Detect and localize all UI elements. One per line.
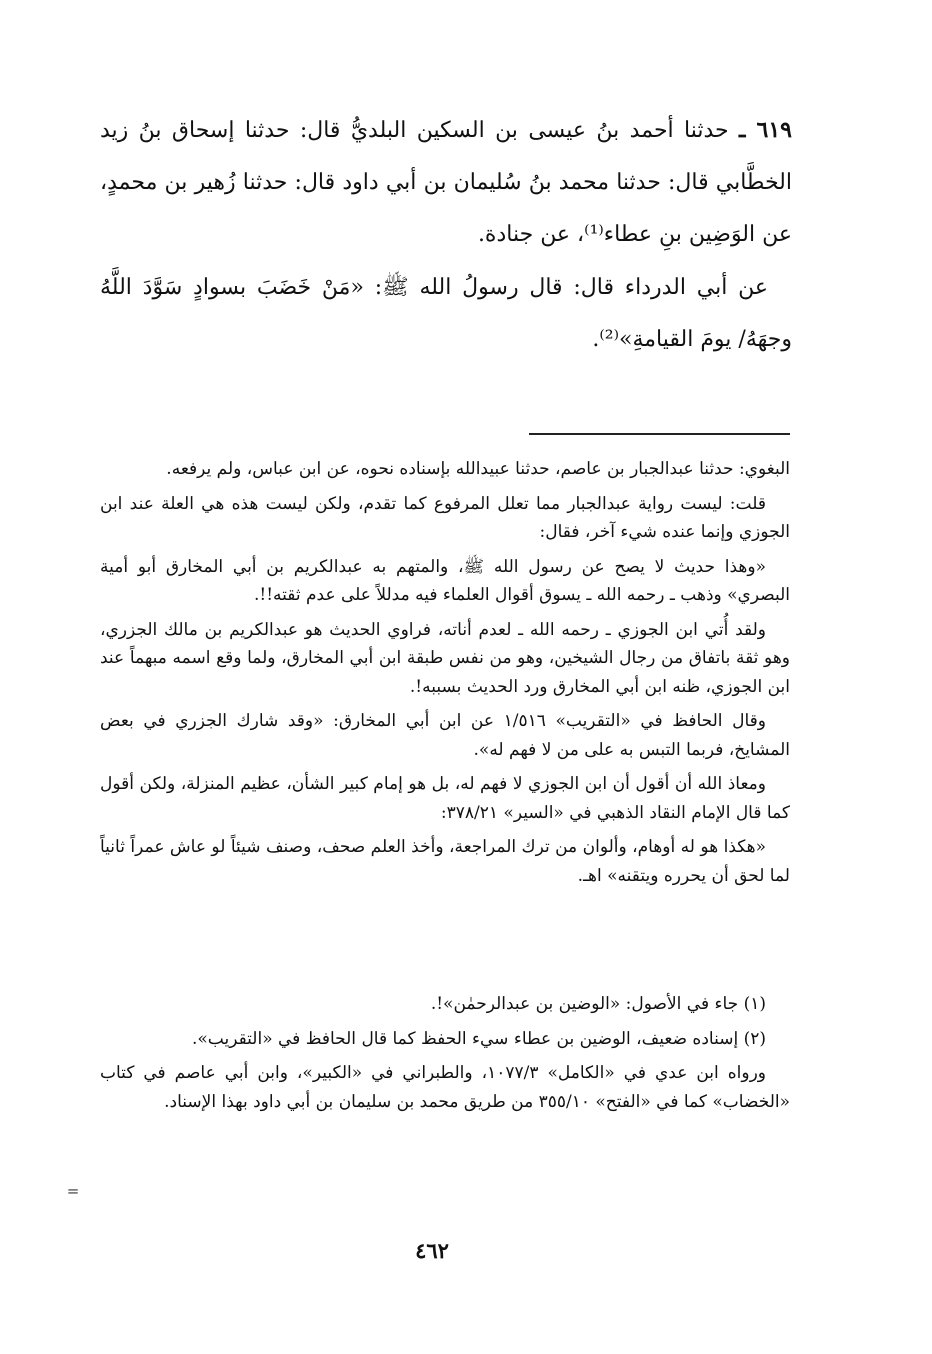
hadith-isnad-text: حدثنا أحمد بنُ عيسى بن السكين البلديُّ قال: حدثنا إسحاق بنُ زيد الخطَّابي قال: حدثنا محمد بنُ سُليمان بن أبي داود قال: حدثنا زُهير بن محمدٍ، عن الوَضِين بنِ عطاء⁽¹⁾، عن جنادة.: [100, 118, 792, 247]
footnote-paragraph: «هكذا هو له أوهام، وألوان من ترك المراجعة، وأخذ العلم صحف، وصنف شيئاً لو عاش عمراً ثانياً لما لحق أن يحرره ويتقنه» اهـ.: [100, 837, 790, 886]
hadith-matn: [100, 262, 792, 366]
footnote-paragraph: ولقد أُتي ابن الجوزي ـ رحمه الله ـ لعدم أناته، فراوي الحديث هو عبدالكريم بن مالك الجزري، وهو ثقة باتفاق من رجال الشيخين، وهو من نفس طبقة ابن أبي المخارق، ولما وقع اسمه مبهماً عند ابن الجوزي، ظنه ابن أبي المخارق ورد الحديث بسببه!.: [100, 619, 790, 697]
footnote-paragraph: (٢) إسناده ضعيف، الوضين بن عطاء سيء الحفظ كما قال الحافظ في «التقريب».: [191, 1028, 766, 1049]
page-number: ٤٦٢: [415, 1238, 449, 1263]
footnote-paragraph: وقال الحافظ في «التقريب» ١/٥١٦ عن ابن أبي المخارق: «وقد شارك الجزري في بعض المشايخ، فربما التبس به على من لا فهم له».: [100, 711, 790, 760]
footnotes-continued: [100, 455, 790, 896]
footnotes-current: [100, 990, 790, 1122]
hadith-matn-text: عن أبي الدرداء قال: قال رسولُ الله ﷺ: «مَنْ خَضَبَ بسوادٍ سَوَّدَ اللَّهُ وجهَهُ/ يومَ القيامةِ»⁽²⁾.: [100, 275, 792, 352]
footnote-paragraph: (١) جاء في الأصول: «الوضين بن عبدالرحمٰن»!.: [430, 994, 766, 1014]
footnote-paragraph: قلت: ليست رواية عبدالجبار مما تعلل المرفوع كما تقدم، ولكن ليست هذه هي العلة عند ابن الجوزي وإنما عنده شيء آخر، فقال:: [100, 493, 790, 542]
hadith-isnad-paragraph: [100, 104, 792, 261]
hadith-number: ٦١٩ ـ: [739, 117, 792, 143]
footnote-paragraph: ورواه ابن عدي في «الكامل» ١٠٧٧/٣، والطبراني في «الكبير»، وابن أبي عاصم في كتاب «الخضاب» كما في «الفتح» ٣٥٥/١٠ من طريق محمد بن سليمان بن أبي داود بهذا الإسناد.: [100, 1063, 790, 1112]
footnote-paragraph: «وهذا حديث لا يصح عن رسول الله ﷺ، والمتهم به عبدالكريم بن أبي المخارق أبو أمية البصري» وذهب ـ رحمه الله ـ يسوق أقوال العلماء فيه مدللاً على عدم ثقته!!.: [100, 556, 790, 605]
footnote-paragraph: البغوي: حدثنا عبدالجبار بن عاصم، حدثنا عبيدالله بإسناده نحوه، عن ابن عباس، ولم يرفعه.: [166, 459, 790, 479]
hadith-isnad: [100, 104, 792, 261]
footnote-divider: [529, 433, 790, 435]
footnote-paragraph: ومعاذ الله أن أقول أن ابن الجوزي لا فهم له، بل هو إمام كبير الشأن، عظيم المنزلة، ولكن أقول كما قال الإمام النقاد الذهبي في «السير» ٣٧٨/٢١:: [100, 774, 790, 823]
margin-mark: =: [66, 1182, 80, 1200]
